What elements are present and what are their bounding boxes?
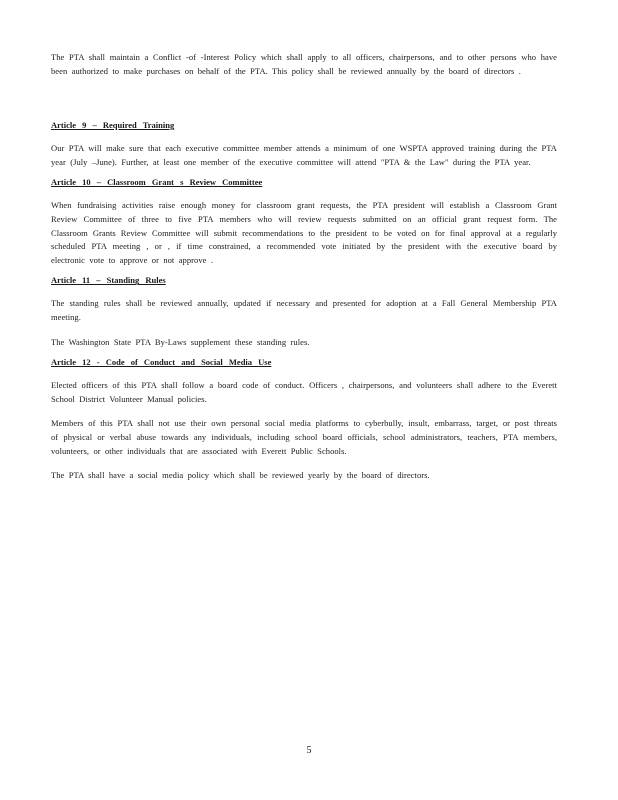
article-9-paragraph: Our PTA will make sure that each executive committee member attends a minimum of one WSPTA approved training during the PTA year (July –June). Further, at least one member of the executive committee will attend "PTA & the Law" during the PTA year. <box>51 143 557 167</box>
article-10-heading: Article 10 – Classroom Grant s Review Committee <box>51 177 263 188</box>
article-12-section <box>51 356 557 483</box>
page-number: 5 <box>306 745 312 756</box>
article-12-paragraph-3: The PTA shall have a social media policy which shall be reviewed yearly by the board of directors. <box>51 470 430 481</box>
article-11-paragraph-1: The standing rules shall be reviewed annually, updated if necessary and presented for adoption at a Fall General Membership PTA meeting. <box>51 298 557 322</box>
conflict-of-interest-paragraph: The PTA shall maintain a Conflict -of -Interest Policy which shall apply to all officers, chairpersons, and to other persons who have been authorized to make purchases on behalf of the PTA. This policy shall be reviewed annually by the board of directors . <box>51 52 557 76</box>
article-11-heading: Article 11 – Standing Rules <box>51 275 166 286</box>
article-10-paragraph: When fundraising activities raise enough money for classroom grant requests, the PTA president will establish a Classroom Grant Review Committee of three to five PTA members who will review requests submitted on an official grant request form. The Classroom Grants Review Committee will submit recommendations to the president to be voted on for final approval at a regularly scheduled PTA meeting , or , if time constrained, a recommended vote initiated by the president with the executive board by electronic vote to approve or not approve . <box>51 200 557 265</box>
article-12-paragraph-2: Members of this PTA shall not use their own personal social media platforms to cyberbully, insult, embarrass, target, or post threats of physical or verbal abuse towards any individuals, including school board officials, school administrators, teachers, PTA members, volunteers, or other individuals that are associated with Everett Public Schools. <box>51 418 557 456</box>
article-10-section <box>51 176 557 267</box>
article-11-paragraph-2: The Washington State PTA By-Laws supplement these standing rules. <box>51 336 310 347</box>
article-9-section <box>51 119 557 169</box>
article-12-paragraph-1: Elected officers of this PTA shall follow a board code of conduct. Officers , chairpersons, and volunteers shall adhere to the Everett School District Volunteer Manual policies. <box>51 380 557 404</box>
page-content <box>51 51 557 483</box>
article-12-heading: Article 12 - Code of Conduct and Social Media Use <box>51 357 272 368</box>
article-11-section <box>51 274 557 349</box>
article-9-heading: Article 9 – Required Training <box>51 120 175 131</box>
